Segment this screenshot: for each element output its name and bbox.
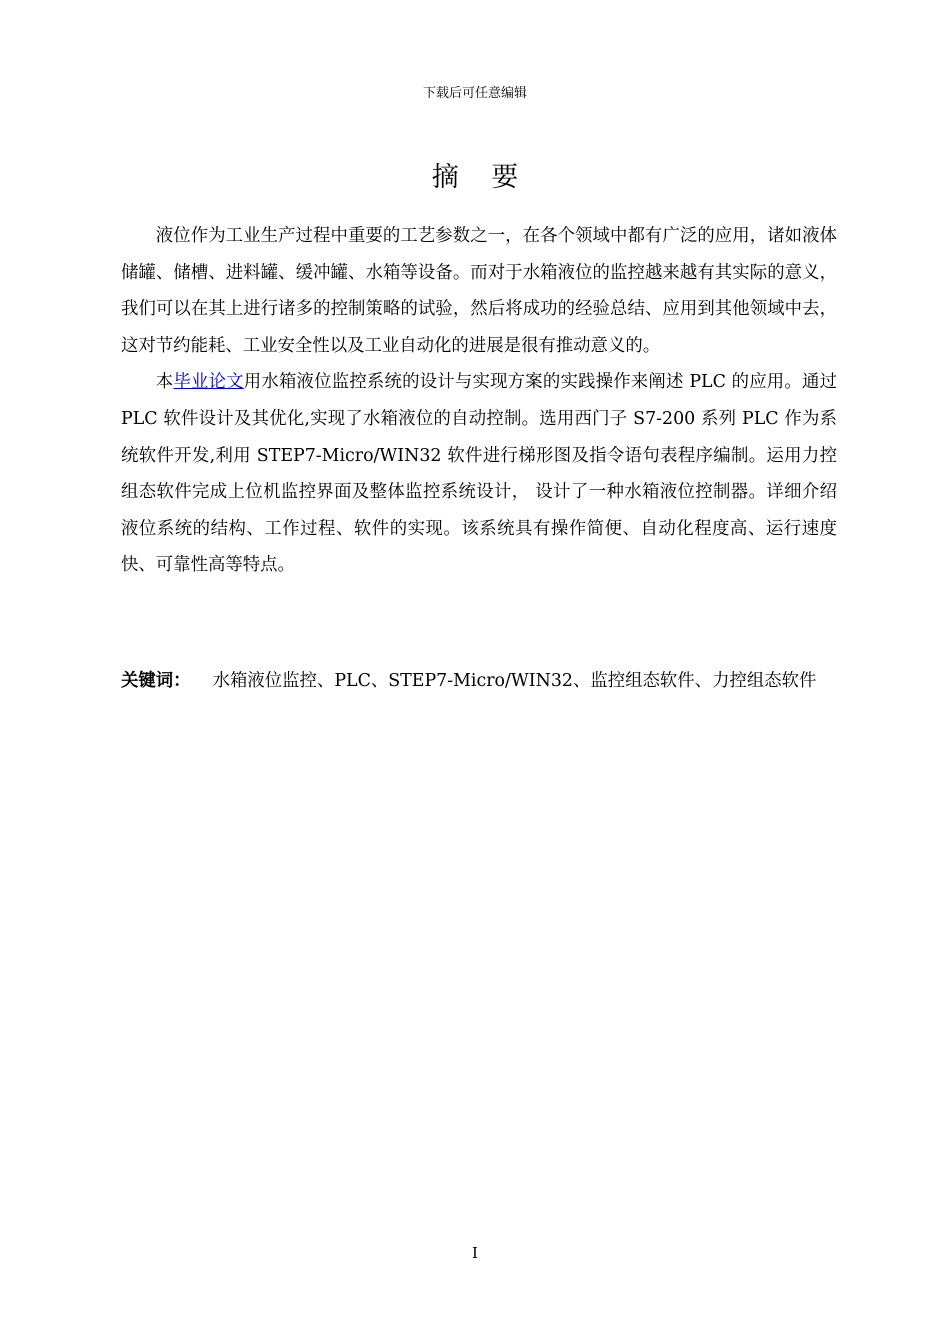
abstract-paragraph-2 [121, 364, 837, 584]
keywords-label: 关键词： [121, 671, 191, 691]
abstract-paragraph-1: 液位作为工业生产过程中重要的工艺参数之一，在各个领域中都有广泛的应用，诸如液体储罐、储槽、进料罐、缓冲罐、水箱等设备。而对于水箱液位的监控越来越有其实际的意义，我们可以在其上进行诸多的控制策略的试验，然后将成功的经验总结、应用到其他领域中去，这对节约能耗、工业安全性以及工业自动化的进展是很有推动意义的。 [121, 226, 837, 356]
abstract-title: 摘 要 [431, 162, 531, 193]
keywords-text: 水箱液位监控、PLC、STEP7-Micro/WIN32、监控组态软件、力控组态软件 [212, 671, 817, 691]
thesis-link[interactable]: 毕业论文 [173, 372, 244, 393]
page-number: I [472, 1244, 478, 1262]
paragraph-2-lead: 本 [155, 372, 174, 393]
abstract-body [121, 218, 837, 584]
paragraph-2-rest: 用水箱液位监控系统的设计与实现方案的实践操作来阐述 PLC 的应用。通过 PLC 软件设计及其优化,实现了水箱液位的自动控制。选用西门子 S7-200 系列 PLC 作为系统软件开发,利用 STEP7-Micro/WIN32 软件进行梯形图及指令语句表程序编制。运用力控组态软件完成上位机监控界面及整体监控系统设计， 设计了一种水箱液位控制器。详细介绍液位系统的结构、工作过程、软件的实现。该系统具有操作简便、自动化程度高、运行速度快、可靠性高等特点。 [121, 372, 837, 576]
keywords-section [121, 664, 837, 698]
download-note: 下载后可任意编辑 [422, 86, 527, 101]
